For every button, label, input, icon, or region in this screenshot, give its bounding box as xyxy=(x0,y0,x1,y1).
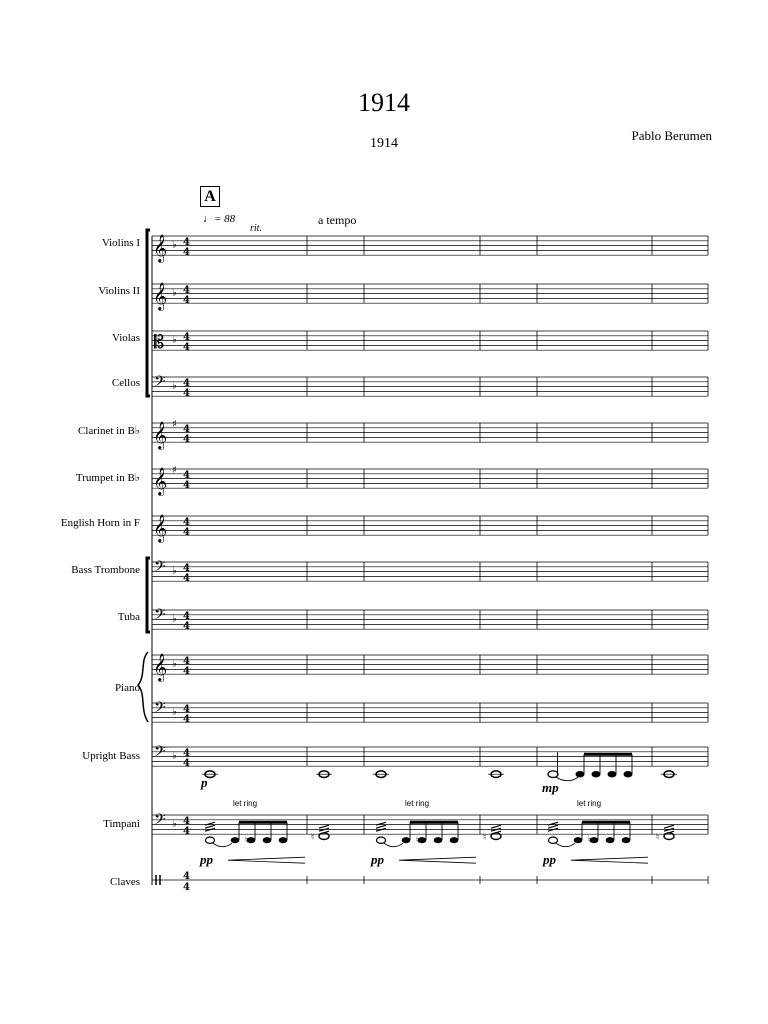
treble-clef: 𝄞 xyxy=(153,467,168,495)
key-signature-sharp: ♯ xyxy=(172,465,177,476)
time-signature-top: 4 xyxy=(183,704,190,715)
eighth-note xyxy=(263,837,272,843)
time-signature-bottom: 4 xyxy=(183,295,190,306)
treble-clef: 𝄞 xyxy=(153,514,168,542)
natural-sign: ♮ xyxy=(483,833,487,844)
timpani-note xyxy=(549,837,558,843)
time-signature-bottom: 4 xyxy=(183,573,190,584)
tie xyxy=(556,843,575,847)
time-signature-top: 4 xyxy=(183,656,190,667)
eighth-note xyxy=(231,837,240,843)
bass-clef: 𝄢 xyxy=(154,373,166,394)
key-signature-flat: ♭ xyxy=(172,334,177,346)
time-signature-bottom: 4 xyxy=(183,666,190,677)
treble-clef: 𝄞 xyxy=(153,282,168,310)
tremolo-stroke xyxy=(548,825,558,828)
tremolo-stroke xyxy=(376,825,386,828)
crescendo-hairpin xyxy=(571,857,648,863)
key-signature-flat: ♭ xyxy=(172,750,177,762)
bass-clef: 𝄢 xyxy=(154,558,166,579)
eighth-note xyxy=(608,771,617,777)
bass-clef: 𝄢 xyxy=(154,811,166,832)
treble-clef: 𝄞 xyxy=(153,421,168,449)
key-signature-flat: ♭ xyxy=(172,706,177,718)
time-signature-bottom: 4 xyxy=(183,826,190,837)
eighth-note xyxy=(592,771,601,777)
dynamic-marking: p xyxy=(201,775,208,790)
key-signature-flat: ♭ xyxy=(172,380,177,392)
bass-clef: 𝄢 xyxy=(154,743,166,764)
treble-clef: 𝄞 xyxy=(153,653,168,681)
label-violins-1: Violins I xyxy=(101,237,140,249)
time-signature-bottom: 4 xyxy=(183,434,190,445)
time-signature-top: 4 xyxy=(183,378,190,389)
eighth-note xyxy=(402,837,411,843)
label-upright-bass: Upright Bass xyxy=(82,750,140,762)
score-title: 1914 xyxy=(358,88,410,117)
bass-clef: 𝄢 xyxy=(154,606,166,627)
tremolo-stroke xyxy=(319,825,329,828)
time-signature-bottom: 4 xyxy=(183,621,190,632)
eighth-note xyxy=(576,771,585,777)
strings-bracket xyxy=(147,230,150,396)
time-signature-top: 4 xyxy=(183,748,190,759)
time-signature-bottom: 4 xyxy=(183,758,190,769)
piano-brace xyxy=(138,652,148,722)
key-signature-flat: ♭ xyxy=(172,658,177,670)
time-signature-bottom: 4 xyxy=(183,714,190,725)
tie xyxy=(213,843,232,847)
eighth-note xyxy=(624,771,633,777)
label-violins-2: Violins II xyxy=(98,285,140,297)
eighth-note xyxy=(434,837,443,843)
time-signature-top: 4 xyxy=(183,517,190,528)
score-subtitle: 1914 xyxy=(370,136,398,151)
key-signature-flat: ♭ xyxy=(172,818,177,830)
timpani-note xyxy=(206,837,215,843)
label-timpani: Timpani xyxy=(103,818,140,830)
time-signature-bottom: 4 xyxy=(183,247,190,258)
key-signature-flat: ♭ xyxy=(172,239,177,251)
half-note xyxy=(548,771,558,778)
a-tempo-marking: a tempo xyxy=(318,213,357,227)
time-signature-top: 4 xyxy=(183,424,190,435)
let-ring-text: let ring xyxy=(405,799,430,808)
label-bass-trombone: Bass Trombone xyxy=(71,564,140,576)
rehearsal-mark: A xyxy=(200,186,220,207)
brass-bracket xyxy=(147,558,150,632)
ritardando-marking: rit. xyxy=(250,223,262,234)
time-signature-top: 4 xyxy=(183,332,190,343)
time-signature-top: 4 xyxy=(183,816,190,827)
natural-sign: ♮ xyxy=(656,833,660,844)
tremolo-stroke xyxy=(491,825,501,828)
time-signature-top: 4 xyxy=(183,285,190,296)
time-signature-bottom: 4 xyxy=(183,342,190,353)
time-signature-bottom: 4 xyxy=(183,882,190,893)
dynamic-marking: mp xyxy=(542,780,559,795)
tempo-marking: ♩= 88 xyxy=(203,213,236,225)
dynamic-marking: pp xyxy=(200,852,213,867)
dynamic-marking: pp xyxy=(543,852,556,867)
bass-clef: 𝄢 xyxy=(154,699,166,720)
eighth-note xyxy=(279,837,288,843)
tie xyxy=(384,843,403,847)
time-signature-top: 4 xyxy=(183,563,190,574)
label-english-horn: English Horn in F xyxy=(60,517,140,529)
time-signature-bottom: 4 xyxy=(183,480,190,491)
let-ring-text: let ring xyxy=(577,799,602,808)
key-signature-flat: ♭ xyxy=(172,565,177,577)
crescendo-hairpin xyxy=(228,857,305,863)
time-signature-top: 4 xyxy=(183,871,190,882)
eighth-note xyxy=(574,837,583,843)
key-signature-flat: ♭ xyxy=(172,287,177,299)
time-signature-top: 4 xyxy=(183,237,190,248)
time-signature-top: 4 xyxy=(183,611,190,622)
timpani-note xyxy=(377,837,386,843)
label-trumpet: Trumpet in B♭ xyxy=(75,472,140,484)
natural-sign: ♮ xyxy=(311,833,315,844)
composer-name: Pablo Berumen xyxy=(631,128,712,143)
label-tuba: Tuba xyxy=(117,611,140,623)
eighth-note xyxy=(606,837,615,843)
alto-clef: 𝄡 xyxy=(154,332,165,353)
crescendo-hairpin xyxy=(399,857,476,863)
time-signature-bottom: 4 xyxy=(183,527,190,538)
tremolo-stroke xyxy=(205,825,215,828)
label-piano: Piano xyxy=(114,682,140,694)
time-signature-bottom: 4 xyxy=(183,388,190,399)
label-claves: Claves xyxy=(110,876,140,888)
natural-sign: ♮ xyxy=(588,836,592,847)
label-cellos: Cellos xyxy=(111,377,140,389)
label-violas: Violas xyxy=(111,332,140,344)
tie xyxy=(556,777,578,781)
let-ring-text: let ring xyxy=(233,799,258,808)
tremolo-stroke xyxy=(664,825,674,828)
key-signature-sharp: ♯ xyxy=(172,419,177,430)
eighth-note xyxy=(622,837,631,843)
eighth-note xyxy=(450,837,459,843)
label-clarinet: Clarinet in B♭ xyxy=(77,425,140,437)
treble-clef: 𝄞 xyxy=(153,234,168,262)
natural-sign: ♮ xyxy=(416,836,420,847)
time-signature-top: 4 xyxy=(183,470,190,481)
key-signature-flat: ♭ xyxy=(172,613,177,625)
natural-sign: ♮ xyxy=(245,836,249,847)
dynamic-marking: pp xyxy=(371,852,384,867)
